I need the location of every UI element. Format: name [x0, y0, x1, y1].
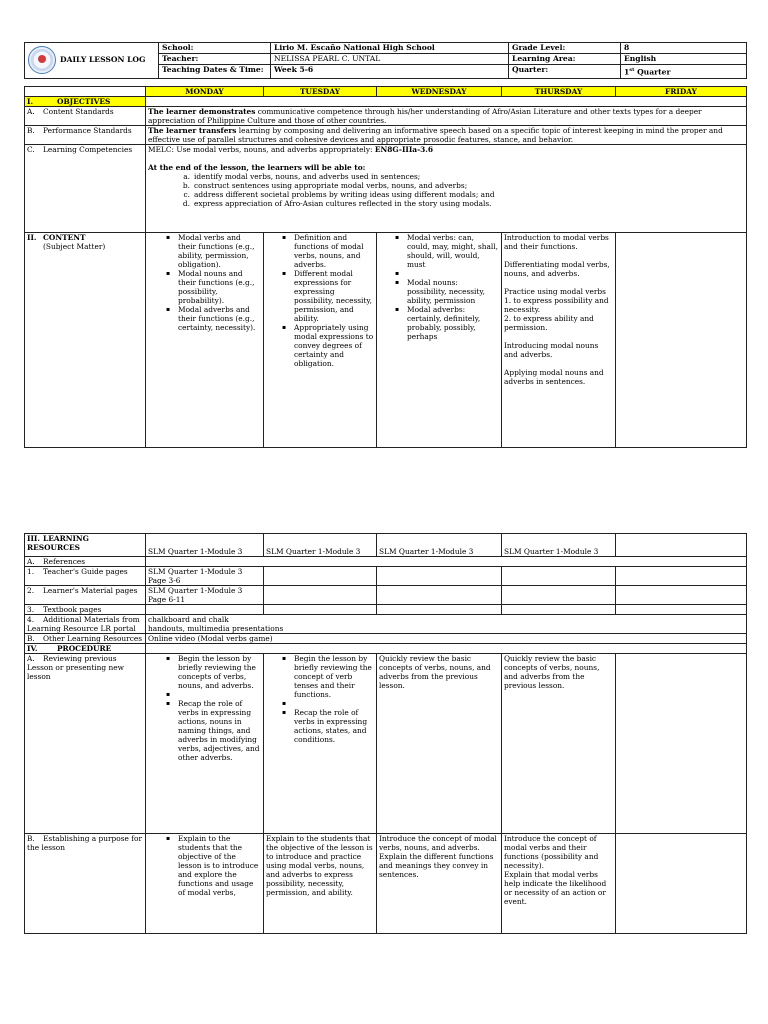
- textbook-row: [25, 605, 747, 615]
- objectives-heading: I. OBJECTIVES: [25, 97, 146, 107]
- quarter-word: Quarter: [634, 67, 671, 77]
- purpose-tuesday: Explain to the students that the objective of the lesson is to introduce and practice using modal verbs, nouns, and adverbs to express possibility, necessity, permission, and ability.: [264, 834, 377, 934]
- teachers-guide-row: [25, 567, 747, 586]
- learners-material-row: [25, 586, 747, 605]
- ref-friday: [616, 534, 747, 557]
- purpose-monday: [146, 834, 264, 934]
- review-wednesday: Quickly review the basic concepts of verbs, nouns, and adverbs from the previous lesson.: [377, 654, 502, 834]
- performance-standards-value: The learner transfers learning by composing and delivering an informative speech based on a specific topic of interest keeping in mind the proper and effective use of parallel structures and cohesive devices and appropriate prosodic features, stance, and behavior.: [146, 126, 747, 145]
- school-value: Lirio M. Escaño National High School: [271, 43, 509, 54]
- text-line: Differentiating modal verbs, nouns, and adverbs.: [504, 260, 610, 278]
- list-item: ▪ Modal verbs: can, could, may, might, shall, should, will, would, must: [407, 233, 499, 269]
- ref-tuesday: SLM Quarter 1-Module 3: [264, 534, 377, 557]
- learners-material-value: SLM Quarter 1-Module 3 Page 6-11: [146, 586, 264, 605]
- content-row: [25, 233, 747, 448]
- learning-competencies-label: C. Learning Competencies: [25, 145, 146, 233]
- teacher-label: Teacher:: [159, 54, 271, 65]
- additional-materials-value: chalkboard and chalk handouts, multimedia presentations: [146, 615, 747, 634]
- review-label: A. Reviewing previous Lesson or presenting new lesson: [25, 654, 146, 834]
- ref-monday: SLM Quarter 1-Module 3: [146, 534, 264, 557]
- spacer: [178, 690, 261, 699]
- references-fill: [146, 557, 747, 567]
- content-standards-row: [25, 107, 747, 126]
- list-item: ▪ Different modal expressions for expressing possibility, necessity, permission, and ability.: [294, 269, 374, 323]
- list-item: ▪ Definition and functions of modal verbs, nouns, and adverbs.: [294, 233, 374, 269]
- teacher-value: NELISSA PEARL C. UNTAL: [271, 54, 509, 65]
- melc-line: MELC: Use modal verbs, nouns, and adverbs appropriately: EN8G-IIIa-3.6: [148, 145, 434, 154]
- empty-header-cell: [25, 87, 146, 97]
- learning-competencies-value: [146, 145, 747, 233]
- list-item: ▪ Appropriately using modal expressions to convey degrees of certainty and obligation.: [294, 323, 374, 368]
- quarter-suffix: st: [629, 67, 635, 73]
- list-item: ▪ Explain to the students that the objective of the lesson is to introduce and explore the functions and usage of modal verbs,: [178, 834, 261, 897]
- teachers-guide-value: SLM Quarter 1-Module 3 Page 3-6: [146, 567, 264, 586]
- quarter-label: Quarter:: [509, 65, 621, 79]
- purpose-thursday: Introduce the concept of modal verbs and their functions (possibility and necessity). Explain that modal verbs help indicate the likelihood or necessity of an action or event.: [502, 834, 616, 934]
- references-label: A. References: [25, 557, 146, 567]
- learning-competencies-row: [25, 145, 747, 233]
- procedure-heading: IV. PROCEDURE: [25, 644, 146, 654]
- content-standards-value: The learner demonstrates communicative competence through his/her understanding of Afro/Asian Literature and other texts types for a deeper appreciation of Philippine Culture and those of other countries.: [146, 107, 747, 126]
- text-line: 2. to express ability and permission.: [504, 314, 594, 332]
- purpose-wednesday: Introduce the concept of modal verbs, nouns, and adverbs. Explain the different functions and meanings they convey in sentences.: [377, 834, 502, 934]
- document-title: DAILY LESSON LOG: [60, 55, 146, 65]
- additional-materials-label: 4. Additional Materials from Learning Resource LR portal: [25, 615, 146, 634]
- list-item: ▪ Recap the role of verbs in expressing actions, nouns in naming things, and adverbs in modifying verbs, adjectives, and other adverbs.: [178, 699, 261, 762]
- end-of-lesson-line: At the end of the lesson, the learners will be able to:: [148, 163, 366, 172]
- other-resources-label: B. Other Learning Resources: [25, 634, 146, 644]
- objective-item: a. identify modal verbs, nouns, and adverbs used in sentences;: [183, 172, 421, 181]
- list-item: ▪ Modal adverbs and their functions (e.g., certainty, necessity).: [178, 305, 261, 332]
- content-wednesday: [377, 233, 502, 448]
- list-item: ▪ Begin the lesson by briefly reviewing the concepts of verbs, nouns, and adverbs.: [178, 654, 261, 690]
- text-line: 1. to express possibility and necessity.: [504, 296, 609, 314]
- day-tuesday: TUESDAY: [264, 87, 377, 97]
- list-item: ▪ Modal nouns: possibility, necessity, ability, permission: [407, 278, 499, 305]
- text-line: Introducing modal nouns and adverbs.: [504, 341, 599, 359]
- day-monday: MONDAY: [146, 87, 264, 97]
- quarter-value: [621, 65, 747, 79]
- deped-seal-logo: [28, 46, 56, 74]
- performance-standards-label: B. Performance Standards: [25, 126, 146, 145]
- review-row: [25, 654, 747, 834]
- day-thursday: THURSDAY: [502, 87, 616, 97]
- list-item: ▪ Modal adverbs: certainly, definitely, probably, possibly, perhaps: [407, 305, 499, 341]
- content-label: II. CONTENT (Subject Matter): [25, 233, 146, 448]
- review-friday: [616, 654, 747, 834]
- ref-wednesday: SLM Quarter 1-Module 3: [377, 534, 502, 557]
- purpose-friday: [616, 834, 747, 934]
- purpose-row: [25, 834, 747, 934]
- dates-label: Teaching Dates & Time:: [159, 65, 271, 79]
- header-logo-cell: [25, 43, 159, 79]
- objective-item: d. express appreciation of Afro-Asian cultures reflected in the story using modals.: [182, 199, 492, 208]
- objectives-heading-row: [25, 97, 747, 107]
- grade-label: Grade Level:: [509, 43, 621, 54]
- lesson-plan-table-2: [24, 533, 747, 934]
- area-value: English: [621, 54, 747, 65]
- learners-material-label: 2. Learner's Material pages: [25, 586, 146, 605]
- day-wednesday: WEDNESDAY: [377, 87, 502, 97]
- quarter-number: 1: [624, 67, 630, 77]
- performance-standards-row: [25, 126, 747, 145]
- textbook-label: 3. Textbook pages: [25, 605, 146, 615]
- spacer: [294, 699, 374, 708]
- list-item: ▪ Modal nouns and their functions (e.g., possibility, probability).: [178, 269, 261, 305]
- references-label-row: [25, 557, 747, 567]
- other-resources-row: [25, 634, 747, 644]
- purpose-label: B. Establishing a purpose for the lesson: [25, 834, 146, 934]
- review-thursday: Quickly review the basic concepts of verbs, nouns, and adverbs from the previous lesson.: [502, 654, 616, 834]
- ref-thursday: SLM Quarter 1-Module 3: [502, 534, 616, 557]
- melc-code: EN8G-IIIa-3.6: [374, 145, 434, 154]
- procedure-heading-row: [25, 644, 747, 654]
- content-tuesday: [264, 233, 377, 448]
- school-label: School:: [159, 43, 271, 54]
- lesson-plan-table-1: [24, 86, 747, 448]
- spacer: [407, 269, 499, 278]
- resources-row: [25, 534, 747, 557]
- text-line: Practice using modal verbs: [504, 287, 606, 296]
- area-label: Learning Area:: [509, 54, 621, 65]
- additional-materials-row: [25, 615, 747, 634]
- content-standards-label: A. Content Standards: [25, 107, 146, 126]
- content-thursday: [502, 233, 616, 448]
- text-line: Introduction to modal verbs and their functions.: [504, 233, 609, 251]
- content-friday: [616, 233, 747, 448]
- review-tuesday: [264, 654, 377, 834]
- objective-item: c. address different societal problems by writing ideas using different modals; and: [183, 190, 495, 199]
- grade-value: 8: [621, 43, 747, 54]
- day-friday: FRIDAY: [616, 87, 747, 97]
- list-item: ▪ Recap the role of verbs in expressing actions, states, and conditions.: [294, 708, 374, 744]
- day-header-row: [25, 87, 747, 97]
- objective-item: b. construct sentences using appropriate modal verbs, nouns, and adverbs;: [182, 181, 468, 190]
- text-line: Applying modal nouns and adverbs in sentences.: [504, 368, 604, 386]
- teachers-guide-label: 1. Teacher's Guide pages: [25, 567, 146, 586]
- list-item: ▪ Begin the lesson by briefly reviewing the concept of verb tenses and their functions.: [294, 654, 374, 699]
- dates-value: Week 5-6: [271, 65, 509, 79]
- other-resources-value: Online video (Modal verbs game): [146, 634, 747, 644]
- resources-heading: III. LEARNING RESOURCES: [25, 534, 146, 557]
- objectives-list: [148, 172, 744, 208]
- objectives-heading-fill: [146, 97, 747, 107]
- content-monday: [146, 233, 264, 448]
- header-table: [24, 42, 747, 79]
- review-monday: [146, 654, 264, 834]
- list-item: ▪ Modal verbs and their functions (e.g., ability, permission, obligation).: [178, 233, 261, 269]
